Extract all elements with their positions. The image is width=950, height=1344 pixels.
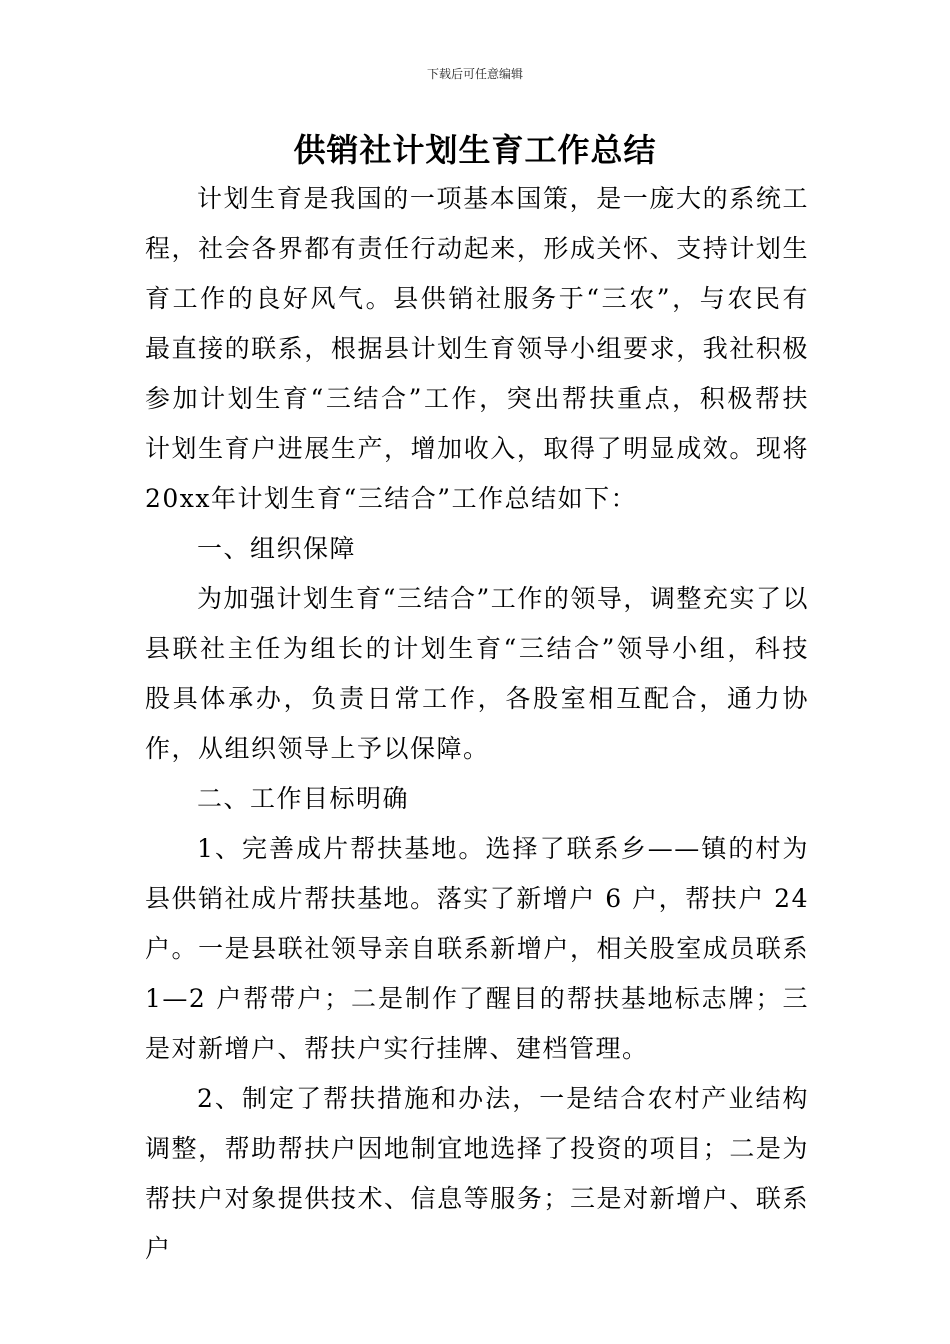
paragraph-goal-1: 1、完善成片帮扶基地。选择了联系乡——镇的村为县供销社成片帮扶基地。落实了新增户 6 户，帮扶户 24 户。一是县联社领导亲自联系新增户，相关股室成员联系 1—2 户帮带户；二是制作了醒目的帮扶基地标志牌；三是对新增户、帮扶户实行挂牌、建档管理。 [145,834,809,1063]
section-heading-organization: 一、组织保障 [197,534,357,563]
paragraph-goal-2: 2、制定了帮扶措施和办法，一是结合农村产业结构调整，帮助帮扶户因地制宜地选择了投资的项目；二是为帮扶户对象提供技术、信息等服务；三是对新增户、联系户 [145,1084,809,1263]
header-note: 下载后可任意编辑 [426,67,523,81]
document-body [145,174,809,1274]
paragraph-intro: 计划生育是我国的一项基本国策，是一庞大的系统工程，社会各界都有责任行动起来，形成关怀、支持计划生育工作的良好风气。县供销社服务于“三农”，与农民有最直接的联系，根据县计划生育领导小组要求，我社积极参加计划生育“三结合”工作，突出帮扶重点，积极帮扶计划生育户进展生产，增加收入，取得了明显成效。现将20xx年计划生育“三结合”工作总结如下： [145,184,809,513]
paragraph-organization: 为加强计划生育“三结合”工作的领导，调整充实了以县联社主任为组长的计划生育“三结合”领导小组，科技股具体承办，负责日常工作，各股室相互配合，通力协作，从组织领导上予以保障。 [145,584,809,763]
section-heading-goals: 二、工作目标明确 [197,784,410,813]
document-title: 供销社计划生育工作总结 [293,131,657,169]
